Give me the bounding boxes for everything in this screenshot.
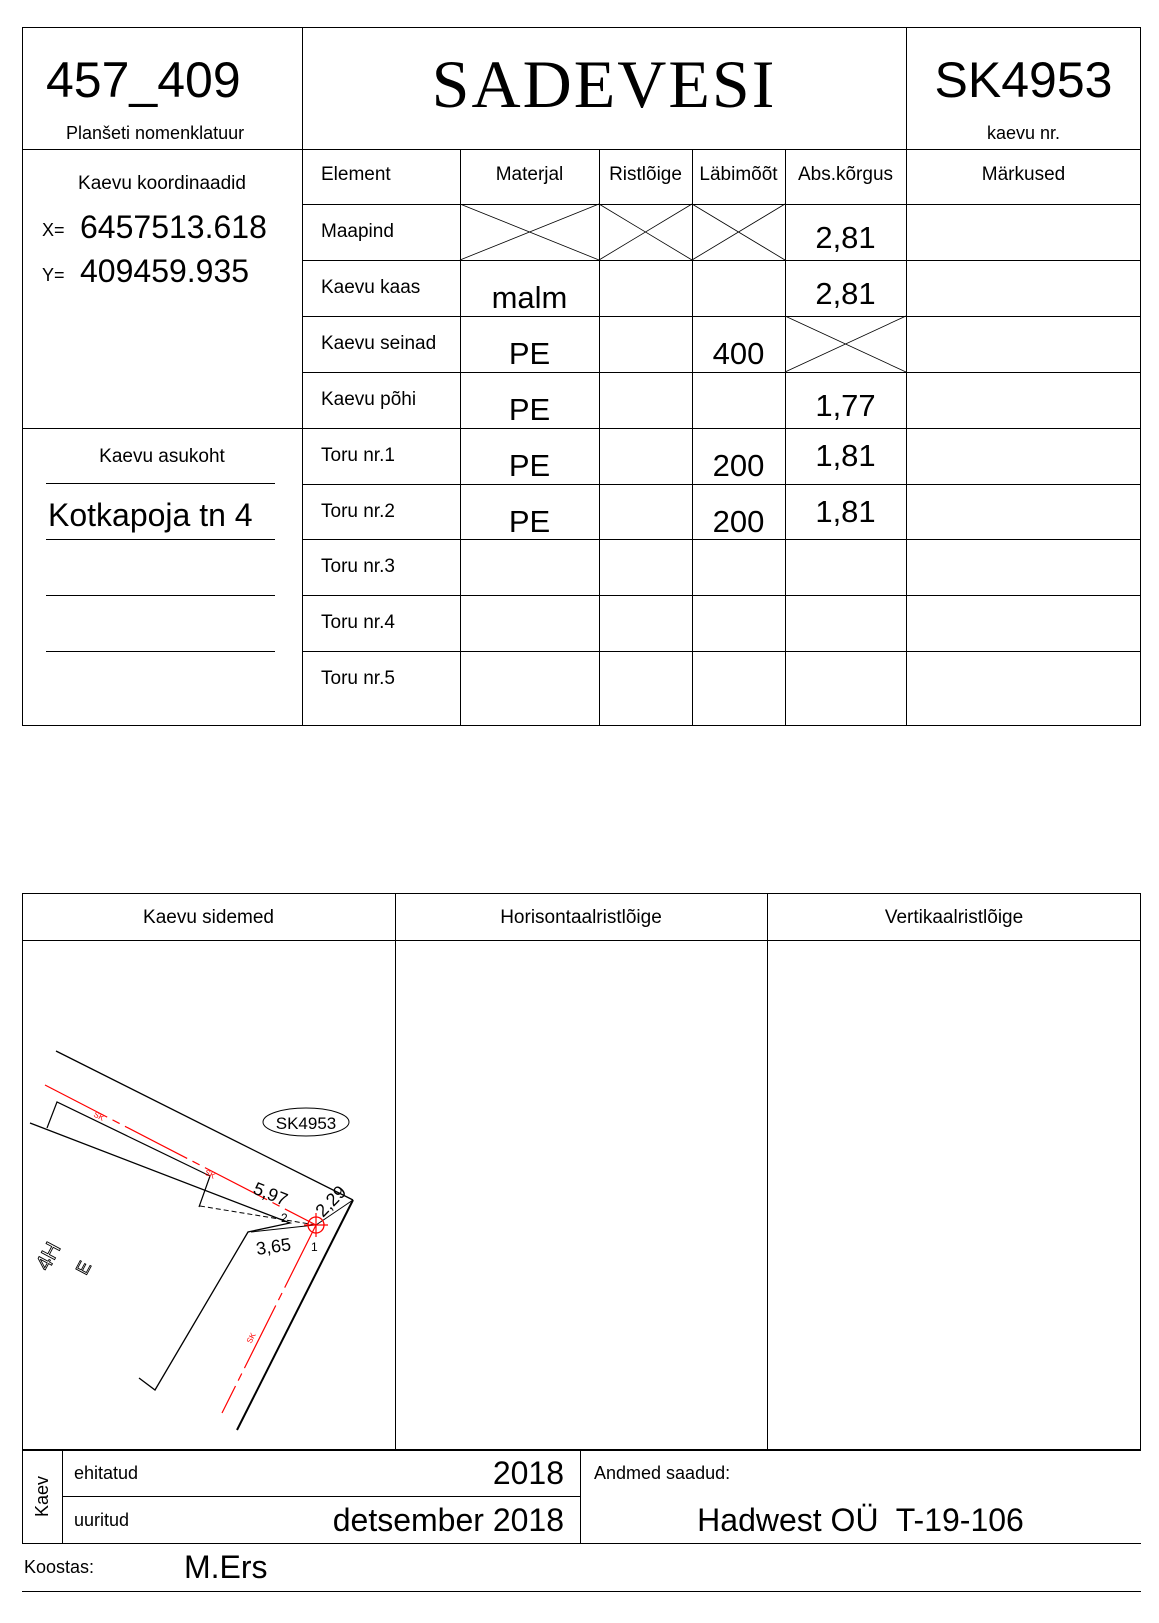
table-grid-line — [302, 428, 1141, 429]
author-value: M.Ers — [184, 1549, 268, 1585]
table-grid-line — [302, 260, 1141, 261]
header-cross-section: Ristlõige — [609, 164, 682, 185]
header-diameter: Läbimõõt — [699, 164, 778, 185]
built-value: 2018 — [492, 1455, 564, 1491]
row-material-value: PE — [508, 392, 551, 427]
divider — [22, 428, 302, 429]
building-label: 4H — [30, 1237, 66, 1275]
na-cross-mark — [460, 204, 599, 260]
row-element-label: Toru nr.4 — [321, 612, 395, 633]
author-label: Koostas: — [24, 1557, 95, 1577]
location-label: Kaevu asukoht — [99, 446, 225, 467]
table-grid-line — [302, 484, 1141, 485]
divider — [62, 1450, 63, 1543]
row-elevation-value: 1,81 — [815, 494, 876, 529]
row-material-value: PE — [508, 448, 551, 483]
table-grid-line — [302, 372, 1141, 373]
divider — [22, 1450, 1141, 1451]
location-line — [46, 595, 275, 596]
row-material-value: PE — [508, 336, 551, 371]
dim-label: 2,29 — [311, 1181, 351, 1221]
table-grid-line — [906, 149, 907, 726]
source-label: Andmed saadud: — [594, 1463, 731, 1483]
row-elevation-value: 2,81 — [815, 220, 876, 255]
row-material-value: malm — [491, 280, 568, 315]
row-element-label: Kaevu seinad — [321, 333, 437, 354]
row-elevation-value: 1,81 — [815, 438, 876, 473]
built-label: ehitatud — [74, 1463, 139, 1483]
building-label: E — [71, 1257, 96, 1278]
pipe-code: SK — [92, 1109, 106, 1123]
divider — [22, 1543, 1141, 1544]
row-element-label: Maapind — [321, 221, 394, 242]
row-elevation-value: 1,77 — [815, 388, 876, 423]
parcel-line — [237, 1200, 353, 1430]
element-table — [302, 149, 1141, 726]
location-line — [46, 651, 275, 652]
location-line — [46, 539, 275, 540]
sheet-number: 457_409 — [46, 52, 241, 108]
row-element-label: Toru nr.2 — [321, 501, 395, 522]
vertical-section-title: Vertikaalristlõige — [884, 907, 1024, 928]
row-element-label: Kaevu põhi — [321, 389, 417, 410]
dim-label: 5,97 — [250, 1178, 291, 1210]
table-grid-line — [302, 651, 1141, 652]
divider — [767, 893, 768, 1450]
location-line-1: Kotkapoja tn 4 — [48, 497, 253, 533]
well-ties-sketch — [22, 941, 395, 1449]
table-grid-line — [302, 316, 1141, 317]
row-elevation-value: 2,81 — [815, 276, 876, 311]
well-number-label: kaevu nr. — [986, 123, 1061, 143]
well-tag: SK4953 — [275, 1114, 337, 1133]
pipe-code: SK — [203, 1167, 217, 1181]
row-material-value: PE — [508, 504, 551, 539]
header-notes: Märkused — [981, 164, 1066, 185]
y-label: Y= — [42, 265, 65, 285]
y-value: 409459.935 — [80, 253, 250, 289]
coordinates-label: Kaevu koordinaadid — [78, 173, 246, 194]
page-title: SADEVESI — [431, 46, 777, 122]
horizontal-section-title: Horisontaalristlõige — [500, 907, 662, 928]
parcel-line — [47, 1102, 210, 1207]
source-value: Hadwest OÜ T-19-106 — [697, 1502, 1024, 1538]
row-diameter-value: 200 — [712, 504, 765, 539]
pipe-number: 1 — [311, 1240, 318, 1254]
row-element-label: Toru nr.5 — [321, 668, 395, 689]
na-cross-mark — [599, 204, 692, 260]
sheet-number-label: Planšeti nomenklatuur — [66, 123, 245, 143]
header-elevation: Abs.kõrgus — [797, 164, 894, 185]
table-grid-line — [302, 595, 1141, 596]
x-value: 6457513.618 — [80, 209, 267, 245]
na-cross-mark — [692, 204, 785, 260]
row-element-label: Toru nr.3 — [321, 556, 395, 577]
building-outline — [30, 1123, 293, 1390]
well-number: SK4953 — [934, 52, 1113, 108]
row-diameter-value: 200 — [712, 448, 765, 483]
x-label: X= — [42, 220, 65, 240]
divider — [22, 1450, 23, 1543]
row-element-label: Toru nr.1 — [321, 445, 395, 466]
header-element: Element — [321, 164, 391, 185]
pipe-code: SK — [244, 1331, 258, 1345]
header-material: Materjal — [495, 164, 564, 185]
footer-side-label: Kaev — [32, 1475, 52, 1517]
row-diameter-value: 400 — [712, 336, 765, 371]
surveyed-label: uuritud — [74, 1510, 130, 1530]
location-line — [46, 483, 275, 484]
ties-title: Kaevu sidemed — [143, 907, 274, 928]
divider — [22, 1591, 1141, 1592]
na-cross-mark — [785, 316, 906, 372]
divider — [62, 1496, 580, 1497]
dim-line — [251, 1225, 315, 1232]
row-element-label: Kaevu kaas — [321, 277, 421, 298]
surveyed-value: detsember 2018 — [332, 1502, 564, 1538]
divider — [395, 893, 396, 1450]
dim-label: 3,65 — [254, 1234, 293, 1259]
pipe-number: 2 — [281, 1211, 288, 1225]
